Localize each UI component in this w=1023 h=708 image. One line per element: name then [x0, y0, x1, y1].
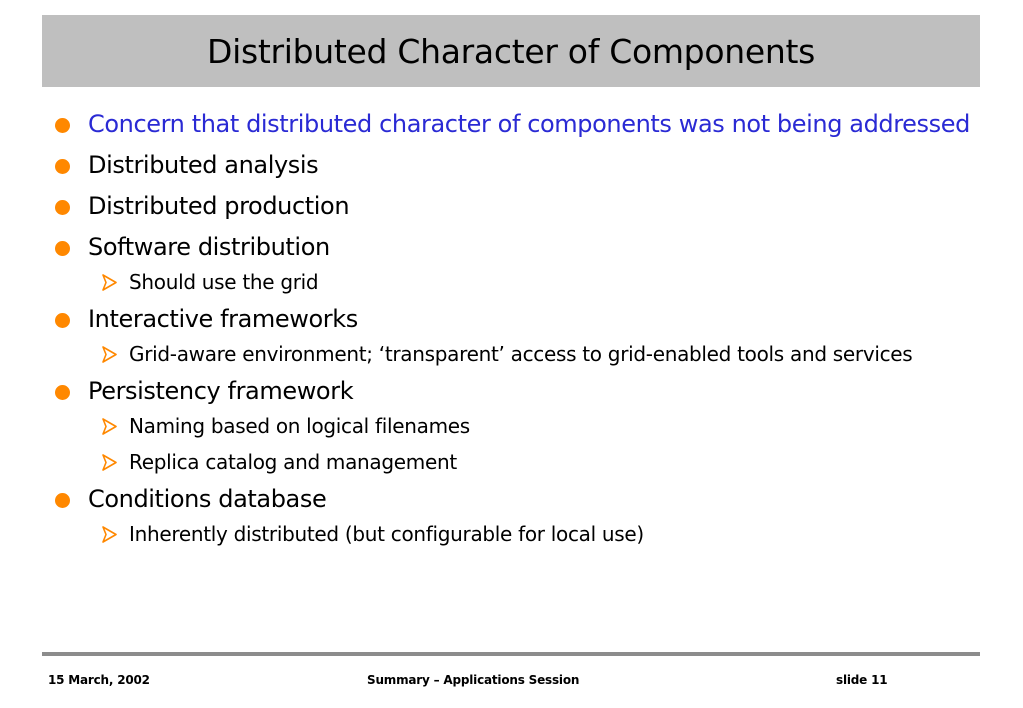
bullet-item — [54, 108, 974, 141]
sub-bullet-item — [54, 519, 974, 550]
sub-bullet-item — [54, 339, 974, 370]
sub-bullet-text: Inherently distributed (but configurable for local use) — [129, 522, 644, 546]
arrow-right-icon — [101, 454, 118, 471]
sub-bullet-item — [54, 267, 974, 298]
arrow-right-icon — [101, 526, 118, 543]
orange-dot-icon — [55, 159, 70, 174]
orange-dot-icon — [55, 118, 70, 133]
bullet-item — [54, 190, 974, 223]
bullet-text: Concern that distributed character of components was not being addressed — [88, 110, 970, 138]
bullet-item — [54, 375, 974, 408]
bullet-text: Distributed analysis — [88, 151, 319, 179]
title-bar — [42, 15, 980, 87]
bullet-text: Interactive frameworks — [88, 305, 358, 333]
footer-slide-number: slide 11 — [836, 673, 888, 687]
sub-bullet-text: Should use the grid — [129, 270, 319, 294]
sub-bullet-item — [54, 447, 974, 478]
bullet-text: Conditions database — [88, 485, 327, 513]
sub-bullet-text: Naming based on logical filenames — [129, 414, 470, 438]
bullet-item — [54, 231, 974, 264]
sub-bullet-text: Replica catalog and management — [129, 450, 457, 474]
sub-bullet-item — [54, 411, 974, 442]
bullet-text: Software distribution — [88, 233, 330, 261]
arrow-right-icon — [101, 346, 118, 363]
footer-session: Summary – Applications Session — [367, 673, 580, 687]
orange-dot-icon — [55, 493, 70, 508]
arrow-right-icon — [101, 274, 118, 291]
bullet-text: Distributed production — [88, 192, 350, 220]
orange-dot-icon — [55, 200, 70, 215]
sub-bullet-text: Grid-aware environment; ‘transparent’ access to grid-enabled tools and services — [129, 342, 913, 366]
arrow-right-icon — [101, 418, 118, 435]
footer-divider — [42, 652, 980, 656]
bullet-item — [54, 303, 974, 336]
footer-date: 15 March, 2002 — [48, 673, 150, 687]
slide-title: Distributed Character of Components — [207, 31, 815, 71]
bullet-text: Persistency framework — [88, 377, 354, 405]
orange-dot-icon — [55, 241, 70, 256]
orange-dot-icon — [55, 385, 70, 400]
bullet-item — [54, 483, 974, 516]
bullet-list — [54, 108, 974, 550]
bullet-item — [54, 149, 974, 182]
orange-dot-icon — [55, 313, 70, 328]
